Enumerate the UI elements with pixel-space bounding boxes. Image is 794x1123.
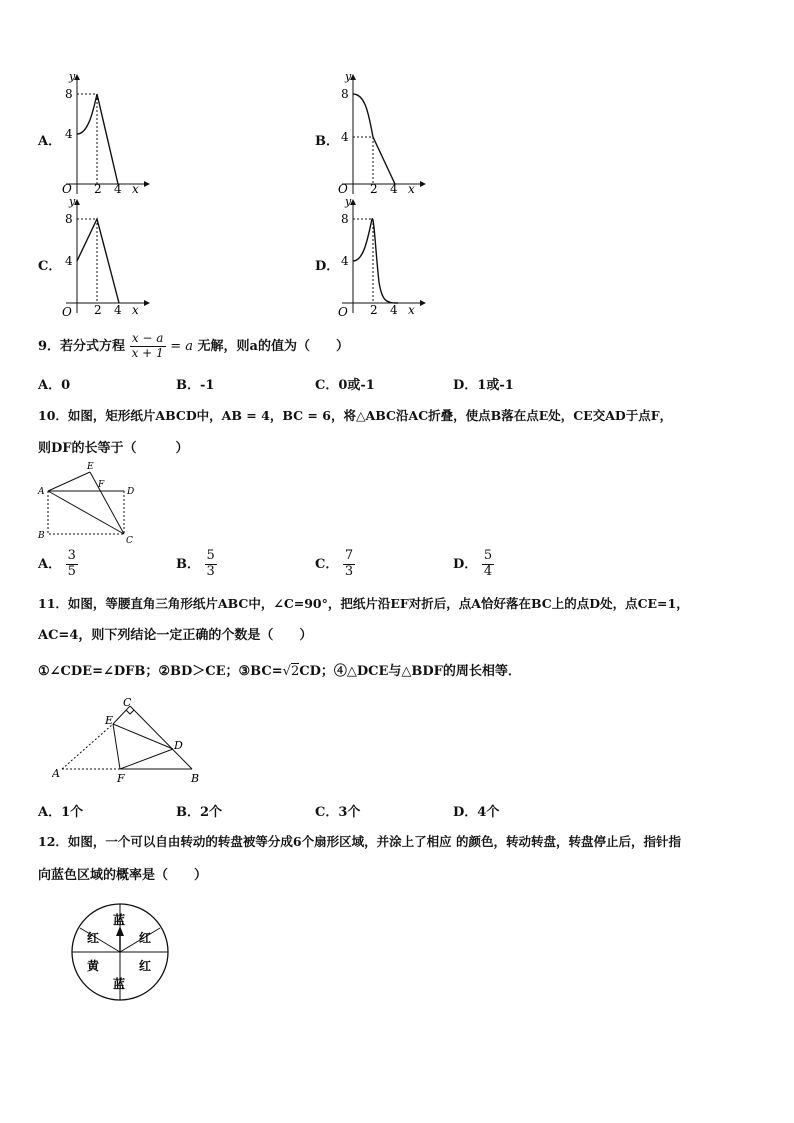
x-axis-arrow bbox=[420, 300, 426, 306]
den: 5 bbox=[67, 564, 76, 579]
q8-graph-a bbox=[58, 72, 150, 194]
q10-option-a bbox=[38, 546, 78, 584]
label-d: D bbox=[174, 739, 183, 752]
q10-option-b-label: B． bbox=[176, 557, 200, 572]
num: 3 bbox=[67, 548, 76, 564]
sector-label: 红 bbox=[139, 959, 152, 973]
q10-figure bbox=[34, 458, 144, 546]
tick-4: 4 bbox=[341, 130, 349, 144]
q8-graph-b bbox=[334, 72, 426, 194]
q10-option-d bbox=[453, 546, 494, 584]
x-label: x bbox=[408, 303, 415, 317]
x-label: x bbox=[408, 182, 415, 194]
q10-line1: 10．如图，矩形纸片ABCD中，AB = 4，BC = 6，将△ABC沿AC折叠，使点B落在点E处，CE交AD于点F， bbox=[38, 408, 673, 423]
num: 5 bbox=[206, 548, 215, 564]
seg-ed bbox=[113, 724, 173, 749]
q11-line1: 11．如图，等腰直角三角形纸片ABC中，∠C=90°，把纸片沿EF对折后，点A恰好落在BC上的点D处，点CE=1， bbox=[38, 596, 689, 611]
x-axis-arrow bbox=[144, 300, 150, 306]
pointer-arrow-icon bbox=[116, 926, 124, 936]
q8-option-b-label: B． bbox=[315, 134, 339, 149]
x-label: x bbox=[132, 182, 139, 194]
q10-option-b bbox=[176, 546, 217, 584]
q9-option-a: A．0 bbox=[38, 378, 71, 393]
tick-4: 4 bbox=[65, 254, 73, 268]
den: 4 bbox=[483, 564, 493, 579]
tick-8: 8 bbox=[341, 87, 349, 101]
tick-x2: 2 bbox=[94, 182, 102, 194]
q10-option-c-frac bbox=[343, 549, 355, 580]
label-f: F bbox=[98, 480, 105, 490]
tick-4: 4 bbox=[341, 254, 349, 268]
q11-line3-part2: CD；④△DCE与△BDF的周长相等． bbox=[299, 664, 521, 679]
sqrt-sign: √ bbox=[282, 664, 291, 679]
side-cb bbox=[130, 706, 192, 769]
tick-x4: 4 bbox=[114, 182, 122, 194]
label-a: A bbox=[52, 767, 60, 780]
label-b: B bbox=[38, 531, 45, 541]
q10-option-b-frac bbox=[205, 549, 217, 580]
curve bbox=[353, 94, 395, 184]
q11-option-c: C．3个 bbox=[315, 805, 361, 820]
q11-option-b: B．2个 bbox=[176, 805, 223, 820]
tick-x2: 2 bbox=[94, 303, 102, 317]
tick-x2: 2 bbox=[370, 303, 378, 317]
label-f: F bbox=[117, 772, 125, 785]
q12-spinner bbox=[68, 900, 172, 1004]
sector-label: 黄 bbox=[87, 959, 100, 973]
tick-8: 8 bbox=[341, 212, 349, 226]
q11-line3 bbox=[38, 660, 521, 679]
x-label: x bbox=[132, 303, 139, 317]
tick-x4: 4 bbox=[390, 182, 398, 194]
q9-frac-den: x + 1 bbox=[131, 346, 164, 360]
sector-label: 红 bbox=[87, 931, 100, 945]
sector-label: 蓝 bbox=[113, 913, 126, 927]
q8-option-d-label: D． bbox=[315, 259, 340, 274]
q8-graph-c bbox=[58, 197, 150, 319]
label-e: E bbox=[87, 462, 94, 472]
q9-option-d: D．1或-1 bbox=[453, 378, 514, 393]
fold-ef bbox=[113, 724, 120, 769]
label-d: D bbox=[127, 487, 135, 497]
tick-8: 8 bbox=[65, 212, 73, 226]
tick-x2: 2 bbox=[370, 182, 378, 194]
q9-stem bbox=[38, 330, 349, 364]
side-ae-dashed bbox=[62, 724, 113, 769]
q10-option-a-frac bbox=[66, 549, 78, 580]
q9-frac-num: x − a bbox=[130, 332, 166, 347]
divider bbox=[80, 928, 120, 952]
q10-option-c bbox=[315, 546, 355, 584]
q9-equals: = a bbox=[170, 339, 193, 354]
q11-option-a: A．1个 bbox=[38, 805, 84, 820]
q11-figure bbox=[52, 696, 204, 786]
sector-label: 蓝 bbox=[113, 977, 126, 991]
tick-8: 8 bbox=[65, 87, 73, 101]
q8-option-c-label: C． bbox=[38, 259, 62, 274]
origin: O bbox=[62, 182, 72, 194]
q8-option-a-label: A． bbox=[38, 134, 62, 149]
q9-option-b: B．-1 bbox=[176, 378, 215, 393]
q9-prefix: 9．若分式方程 bbox=[38, 339, 126, 354]
tick-4: 4 bbox=[65, 127, 73, 141]
q11-line3-part1: ①∠CDE=∠DFB；②BD＞CE；③BC= bbox=[38, 664, 283, 679]
side-ae bbox=[48, 472, 90, 491]
q8-graph-d bbox=[334, 197, 426, 319]
q9-fraction bbox=[130, 332, 166, 361]
y-label: y bbox=[69, 72, 76, 83]
y-label: y bbox=[345, 197, 352, 208]
label-c: C bbox=[123, 696, 132, 709]
den: 3 bbox=[344, 564, 354, 579]
label-a: A bbox=[38, 487, 45, 497]
q10-option-a-label: A． bbox=[38, 557, 62, 572]
origin: O bbox=[338, 305, 348, 319]
q12-line1: 12．如图，一个可以自由转动的转盘被等分成6个扇形区域，并涂上了相应 的颜色，转动转盘，转盘停止后，指针指 bbox=[38, 834, 681, 849]
origin: O bbox=[62, 305, 72, 319]
q12-line2: 向蓝色区域的概率是（ ） bbox=[38, 868, 208, 883]
num: 5 bbox=[483, 548, 493, 564]
label-e: E bbox=[105, 714, 114, 727]
x-axis-arrow bbox=[144, 181, 150, 187]
tick-x4: 4 bbox=[390, 303, 398, 317]
y-label: y bbox=[345, 72, 352, 83]
q10-option-d-label: D． bbox=[453, 557, 478, 572]
q10-line2: 则DF的长等于（ ） bbox=[38, 441, 189, 456]
seg-fd bbox=[120, 749, 173, 769]
label-b: B bbox=[191, 772, 200, 785]
curve bbox=[77, 219, 119, 303]
origin: O bbox=[338, 182, 348, 194]
q11-option-d: D．4个 bbox=[453, 805, 500, 820]
q9-suffix: 无解，则a的值为（ ） bbox=[197, 339, 349, 354]
q9-option-c: C．0或-1 bbox=[315, 378, 375, 393]
x-axis-arrow bbox=[420, 181, 426, 187]
sqrt-value: 2 bbox=[290, 664, 300, 679]
q10-option-c-label: C． bbox=[315, 557, 339, 572]
q10-option-d-frac bbox=[482, 549, 494, 580]
q11-line2: AC=4，则下列结论一定正确的个数是（ ） bbox=[38, 628, 313, 643]
right-angle-mark bbox=[126, 710, 134, 714]
den: 3 bbox=[206, 564, 215, 579]
y-label: y bbox=[69, 197, 76, 208]
curve bbox=[353, 219, 398, 303]
label-c: C bbox=[126, 536, 133, 546]
tick-x4: 4 bbox=[114, 303, 122, 317]
sector-label: 红 bbox=[139, 931, 152, 945]
num: 7 bbox=[344, 548, 354, 564]
